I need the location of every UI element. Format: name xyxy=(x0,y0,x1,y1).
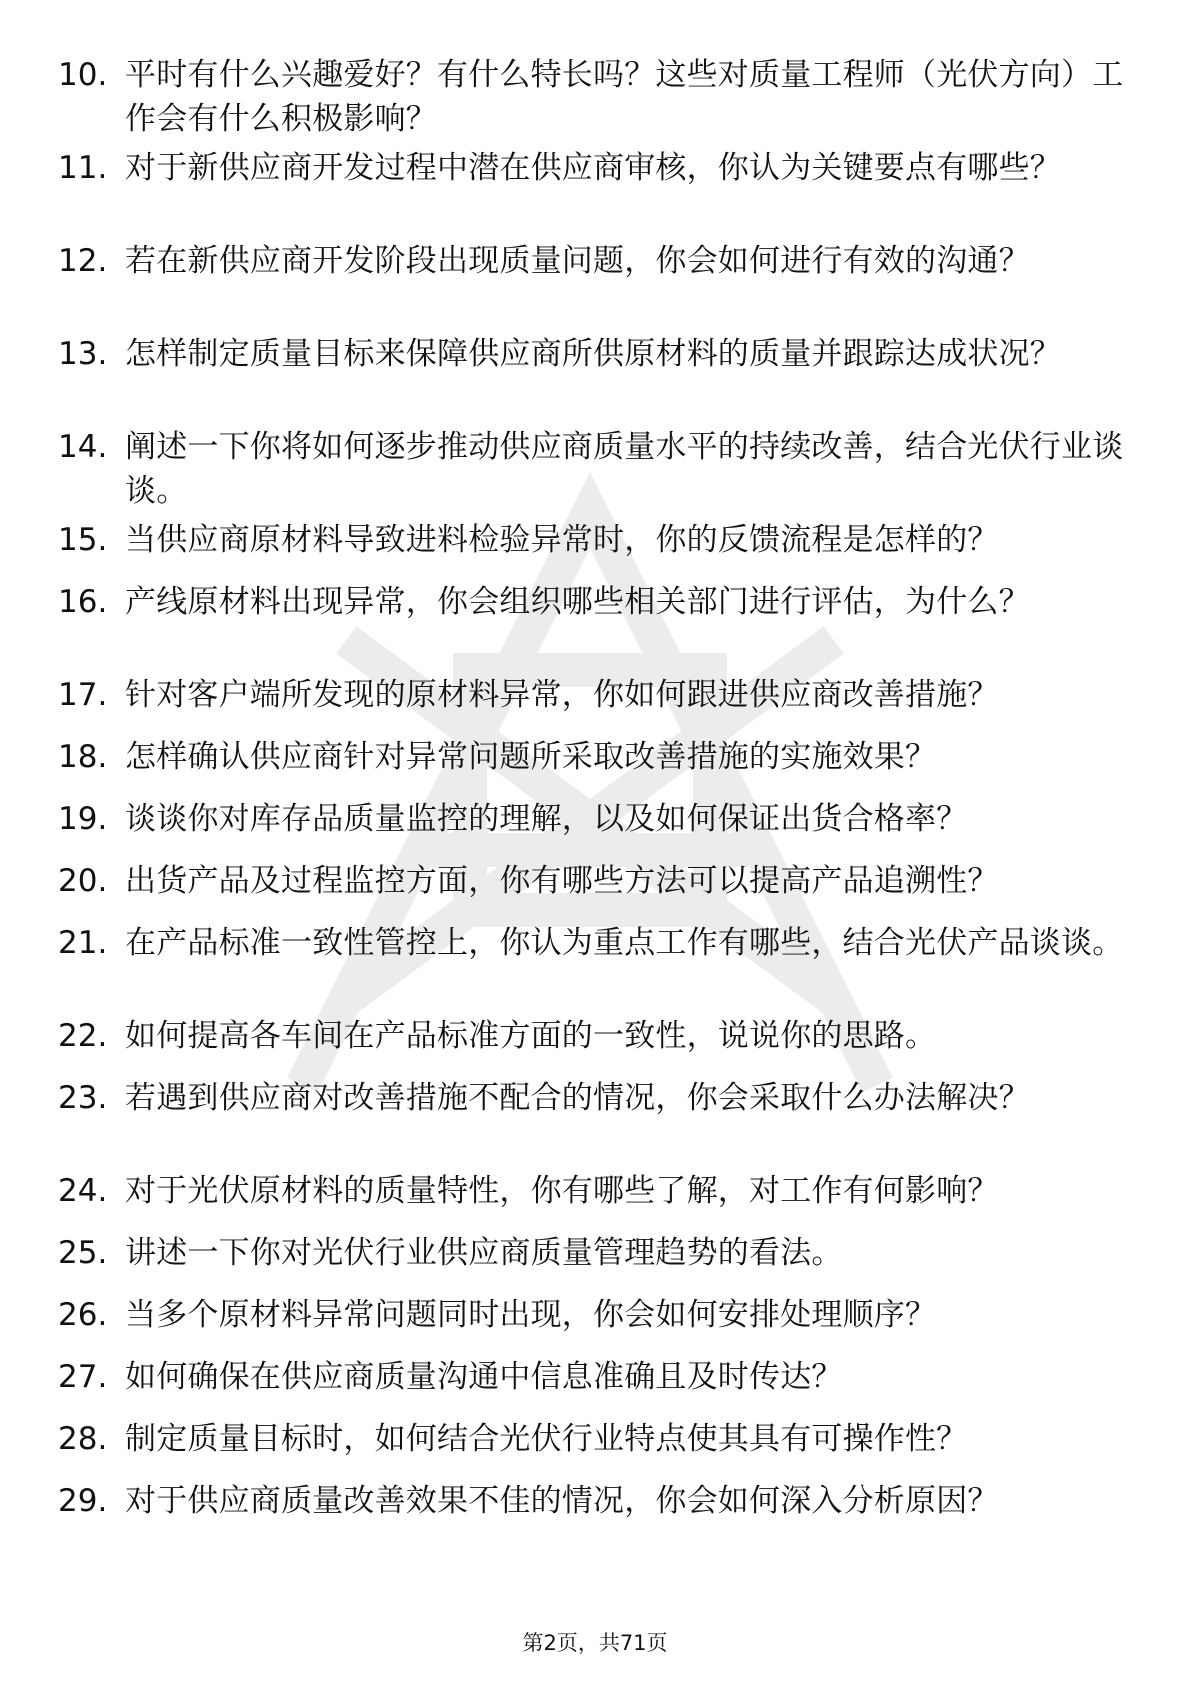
question-text: 在产品标准一致性管控上，你认为重点工作有哪些，结合光伏产品谈谈。 xyxy=(125,925,1124,961)
question-number: 28. xyxy=(58,1421,108,1457)
question-number: 17. xyxy=(58,677,108,713)
question-text: 若在新供应商开发阶段出现质量问题，你会如何进行有效的沟通？ xyxy=(125,243,1030,279)
question-number: 16. xyxy=(58,584,108,620)
question-number: 12. xyxy=(58,243,108,279)
question-text: 对于光伏原材料的质量特性，你有哪些了解，对工作有何影响？ xyxy=(125,1173,999,1209)
question-text: 讲述一下你对光伏行业供应商质量管理趋势的看法。 xyxy=(125,1235,843,1271)
question-number: 13. xyxy=(58,336,108,372)
question-text: 若遇到供应商对改善措施不配合的情况，你会采取什么办法解决？ xyxy=(125,1080,1030,1116)
question-text: 制定质量目标时，如何结合光伏行业特点使其具有可操作性？ xyxy=(125,1421,968,1457)
question-number: 21. xyxy=(58,925,108,961)
question-text: 出货产品及过程监控方面，你有哪些方法可以提高产品追溯性？ xyxy=(125,863,999,899)
question-number: 15. xyxy=(58,522,108,558)
question-text: 当多个原材料异常问题同时出现，你会如何安排处理顺序？ xyxy=(125,1297,937,1333)
question-text: 如何提高各车间在产品标准方面的一致性，说说你的思路。 xyxy=(125,1018,937,1054)
question-text: 对于新供应商开发过程中潜在供应商审核，你认为关键要点有哪些？ xyxy=(125,150,1061,186)
question-text: 平时有什么兴趣爱好？有什么特长吗？这些对质量工程师（光伏方向）工作会有什么积极影响？ xyxy=(125,57,1124,137)
question-text: 对于供应商质量改善效果不佳的情况，你会如何深入分析原因？ xyxy=(125,1483,999,1519)
question-number: 19. xyxy=(58,801,108,837)
page-number-label: 第2页，共71页 xyxy=(522,1631,668,1655)
question-number: 26. xyxy=(58,1297,108,1333)
question-number: 27. xyxy=(58,1359,108,1395)
question-number: 23. xyxy=(58,1080,108,1116)
question-number: 10. xyxy=(58,57,108,93)
page-footer xyxy=(0,1628,1190,1658)
question-number: 20. xyxy=(58,863,108,899)
question-number: 29. xyxy=(58,1483,108,1519)
question-text: 阐述一下你将如何逐步推动供应商质量水平的持续改善，结合光伏行业谈谈。 xyxy=(125,429,1124,509)
question-text: 产线原材料出现异常，你会组织哪些相关部门进行评估，为什么？ xyxy=(125,584,1030,620)
question-number: 25. xyxy=(58,1235,108,1271)
question-number: 18. xyxy=(58,739,108,775)
question-text: 怎样确认供应商针对异常问题所采取改善措施的实施效果？ xyxy=(125,739,937,775)
question-text: 怎样制定质量目标来保障供应商所供原材料的质量并跟踪达成状况？ xyxy=(125,336,1061,372)
question-number: 14. xyxy=(58,429,108,465)
question-text: 如何确保在供应商质量沟通中信息准确且及时传达？ xyxy=(125,1359,843,1395)
question-number: 11. xyxy=(58,150,108,186)
question-text: 针对客户端所发现的原材料异常，你如何跟进供应商改善措施？ xyxy=(125,677,999,713)
question-text: 当供应商原材料导致进料检验异常时，你的反馈流程是怎样的？ xyxy=(125,522,999,558)
question-text: 谈谈你对库存品质量监控的理解，以及如何保证出货合格率？ xyxy=(125,801,968,837)
question-number: 22. xyxy=(58,1018,108,1054)
question-number: 24. xyxy=(58,1173,108,1209)
